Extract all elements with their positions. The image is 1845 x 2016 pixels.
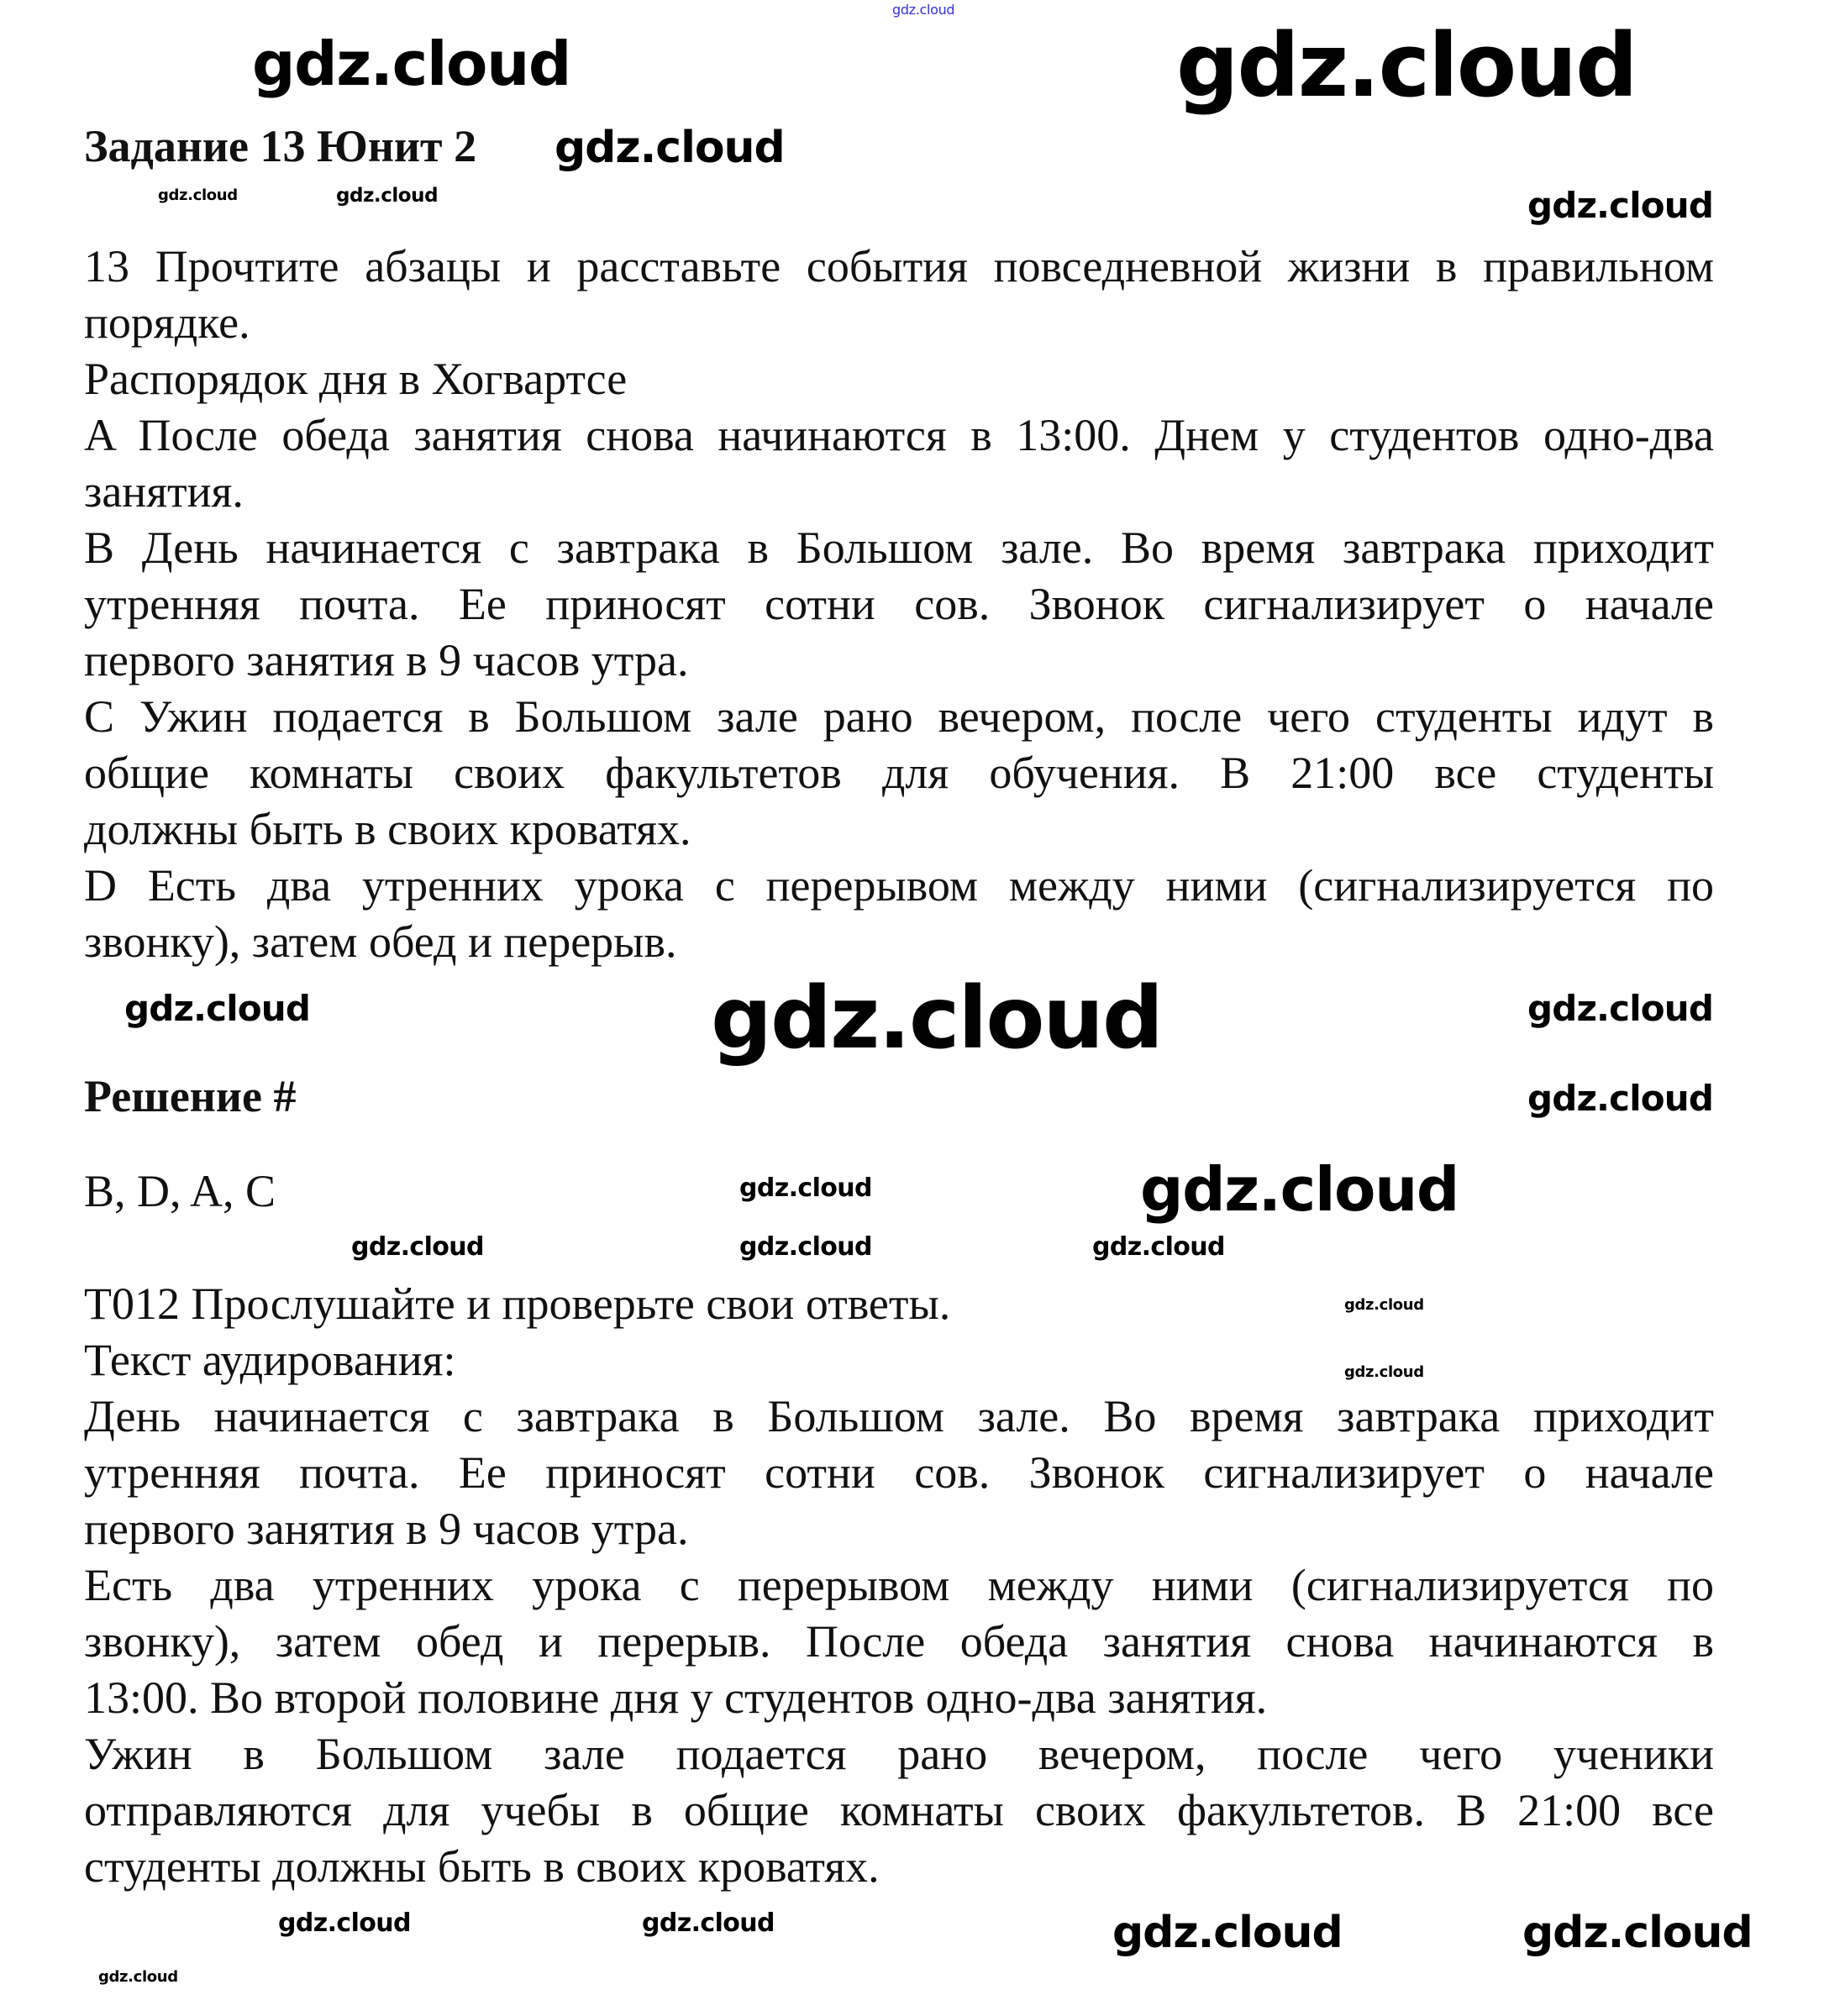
watermark: gdz.cloud bbox=[1527, 1078, 1714, 1119]
task-line: C Ужин подается в Большом зале рано вечером, после чего студенты идут в bbox=[84, 691, 1714, 742]
watermark: gdz.cloud bbox=[98, 1968, 178, 1986]
watermark: gdz.cloud bbox=[739, 1232, 872, 1262]
watermark: gdz.cloud bbox=[1344, 1296, 1424, 1314]
task-line: общие комнаты своих факультетов для обучения. В 21:00 все студенты bbox=[84, 748, 1714, 798]
listening-line: Есть два утренних урока с перерывом между ними (сигнализируется по bbox=[84, 1560, 1714, 1610]
watermark: gdz.cloud bbox=[278, 1908, 411, 1938]
task-subtitle: Распорядок дня в Хогвартсе bbox=[84, 354, 628, 404]
task-line: A После обеда занятия снова начинаются в 13:00. Днем у студентов одно-два bbox=[84, 410, 1714, 460]
listening-line: День начинается с завтрака в Большом зале. Во время завтрака приходит bbox=[84, 1391, 1714, 1441]
listening-line: T012 Прослушайте и проверьте свои ответы. bbox=[84, 1278, 951, 1329]
listening-line: Текст аудирования: bbox=[84, 1335, 456, 1385]
watermark: gdz.cloud bbox=[1140, 1154, 1459, 1225]
listening-text bbox=[84, 1276, 1714, 1895]
task-line: 13 Прочтите абзацы и расставьте события повседневной жизни в правильном bbox=[84, 241, 1714, 291]
watermark: gdz.cloud bbox=[1527, 185, 1714, 226]
watermark: gdz.cloud bbox=[252, 29, 570, 99]
listening-line: отправляются для учебы в общие комнаты своих факультетов. В 21:00 все bbox=[84, 1785, 1714, 1835]
task-line: первого занятия в 9 часов утра. bbox=[84, 635, 689, 685]
watermark: gdz.cloud bbox=[642, 1908, 775, 1938]
watermark: gdz.cloud bbox=[351, 1232, 484, 1262]
task-line: B День начинается с завтрака в Большом зале. Во время завтрака приходит bbox=[84, 522, 1714, 573]
watermark: gdz.cloud bbox=[1527, 988, 1714, 1029]
task-line: утренняя почта. Ее приносят сотни сов. Звонок сигнализирует о начале bbox=[84, 579, 1714, 629]
watermark: gdz.cloud bbox=[124, 988, 311, 1029]
listening-line: 13:00. Во второй половине дня у студентов одно-два занятия. bbox=[84, 1672, 1268, 1723]
watermark: gdz.cloud bbox=[1092, 1232, 1225, 1262]
watermark: gdz.cloud bbox=[1344, 1363, 1424, 1381]
listening-line: Ужин в Большом зале подается рано вечером, после чего ученики bbox=[84, 1729, 1714, 1779]
solution-heading: Решение # bbox=[84, 1071, 297, 1121]
watermark: gdz.cloud bbox=[158, 186, 238, 204]
watermark: gdz.cloud bbox=[1176, 14, 1637, 117]
listening-line: утренняя почта. Ее приносят сотни сов. Звонок сигнализирует о начале bbox=[84, 1447, 1714, 1498]
watermark: gdz.cloud bbox=[1112, 1908, 1343, 1958]
watermark-top: gdz.cloud bbox=[892, 2, 955, 18]
task-line: должны быть в своих кроватях. bbox=[84, 804, 691, 854]
page-title: Задание 13 Юнит 2 bbox=[84, 121, 477, 171]
task-text bbox=[84, 239, 1714, 970]
task-line: звонку), затем обед и перерыв. bbox=[84, 916, 677, 967]
watermark: gdz.cloud bbox=[711, 969, 1162, 1068]
solution-answer: B, D, A, C bbox=[84, 1166, 276, 1216]
task-line: порядке. bbox=[84, 297, 250, 348]
watermark: gdz.cloud bbox=[1522, 1908, 1753, 1958]
watermark: gdz.cloud bbox=[555, 123, 785, 173]
listening-line: звонку), затем обед и перерыв. После обеда занятия снова начинаются в bbox=[84, 1616, 1714, 1667]
watermark: gdz.cloud bbox=[336, 185, 439, 207]
task-line: D Есть два утренних урока с перерывом между ними (сигнализируется по bbox=[84, 860, 1714, 911]
task-line: занятия. bbox=[84, 466, 244, 517]
listening-line: студенты должны быть в своих кроватях. bbox=[84, 1841, 880, 1892]
watermark: gdz.cloud bbox=[739, 1173, 872, 1203]
listening-line: первого занятия в 9 часов утра. bbox=[84, 1504, 689, 1554]
